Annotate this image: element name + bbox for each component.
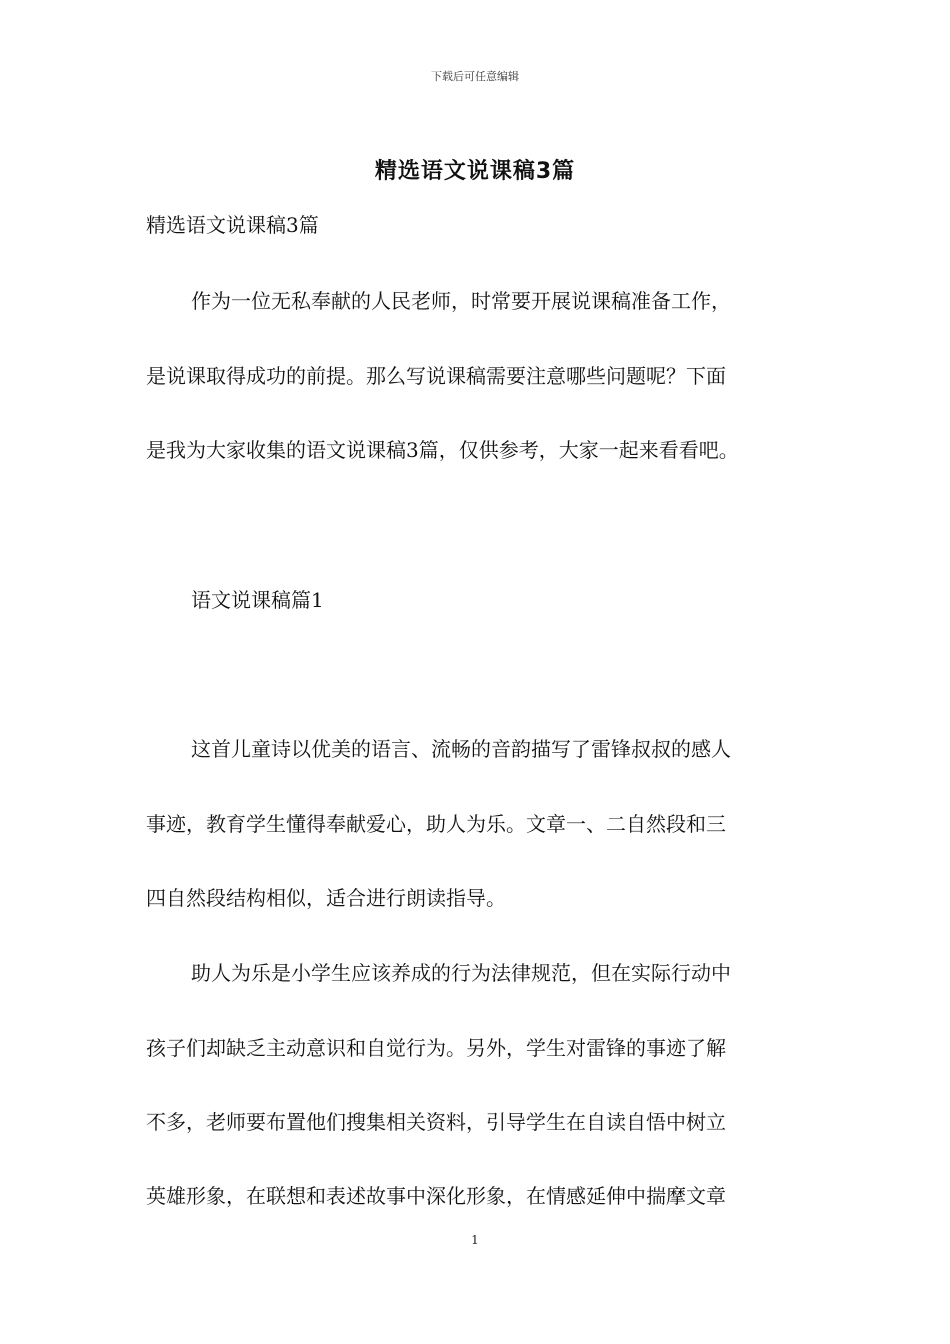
paragraph1-line: 这首儿童诗以优美的语言、流畅的音韵描写了雷锋叔叔的感人 — [191, 737, 731, 761]
header-note: 下载后可任意编辑 — [431, 70, 519, 83]
paragraph2-line: 助人为乐是小学生应该养成的行为法律规范，但在实际行动中 — [191, 961, 731, 985]
document-title: 精选语文说课稿3篇 — [374, 159, 576, 184]
paragraph2-line: 不多，老师要布置他们搜集相关资料，引导学生在自读自悟中树立 — [146, 1110, 726, 1134]
paragraph2-line: 英雄形象，在联想和表述故事中深化形象，在情感延伸中揣摩文章 — [146, 1184, 726, 1208]
paragraph1-line: 事迹，教育学生懂得奉献爱心，助人为乐。文章一、二自然段和三 — [146, 812, 726, 836]
paragraph2-line: 孩子们却缺乏主动意识和自觉行为。另外，学生对雷锋的事迹了解 — [146, 1036, 726, 1060]
intro-line: 是我为大家收集的语文说课稿3篇，仅供参考，大家一起来看看吧。 — [146, 438, 739, 462]
intro-line: 是说课取得成功的前提。那么写说课稿需要注意哪些问题呢？下面 — [146, 364, 726, 388]
paragraph1-line: 四自然段结构相似，适合进行朗读指导。 — [146, 886, 506, 910]
intro-line: 作为一位无私奉献的人民老师，时常要开展说课稿准备工作， — [191, 289, 731, 313]
section-heading: 语文说课稿篇1 — [191, 588, 324, 612]
page-number: 1 — [471, 1233, 479, 1247]
subtitle-line: 精选语文说课稿3篇 — [146, 213, 319, 237]
